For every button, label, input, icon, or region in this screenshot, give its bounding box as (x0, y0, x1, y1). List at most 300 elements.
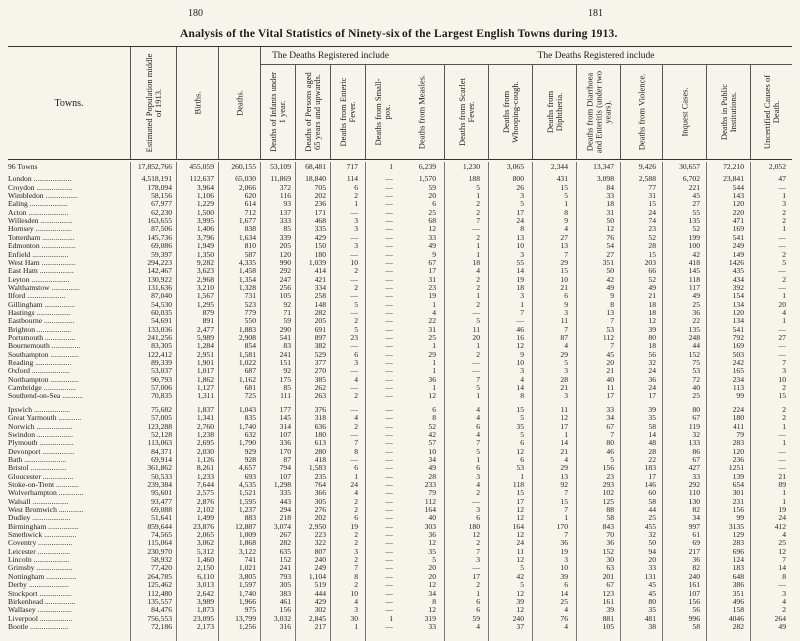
left-cell-5: 171 (314, 207, 326, 217)
left-cell-0: Gillingham ................ (8, 299, 75, 309)
left-cell-4: 105 (279, 291, 291, 301)
left-cell-1: 51,641 (151, 513, 172, 523)
left-cell-2: 5,312 (196, 546, 214, 556)
left-cell-6: 2 (354, 555, 358, 565)
infants-column-header (260, 65, 295, 159)
left-cell-2: 2,642 (196, 588, 214, 598)
right-cell-4: 40 (606, 374, 614, 384)
right-cell-2: 17 (516, 496, 524, 506)
right-cell-2: 39 (516, 596, 524, 606)
right-cell-5: 58 (648, 421, 656, 431)
right-cell-8: 2,052 (768, 162, 786, 171)
right-cell-6: 36 (692, 555, 700, 565)
left-cell-6: 3 (354, 241, 358, 251)
right-cell-6: 292 (688, 479, 700, 489)
right-cell-5: 22 (648, 454, 656, 464)
left-cell-3: 1,256 (238, 621, 256, 631)
left-cell-7: — (385, 496, 393, 506)
right-cell-0: 1 (432, 366, 436, 376)
right-cell-7: 434 (732, 274, 744, 284)
right-cell-5: 17 (648, 391, 656, 401)
left-cell-5: 202 (314, 191, 326, 201)
right-cell-8: 20 (778, 299, 786, 309)
left-cell-5: 519 (314, 580, 326, 590)
left-cell-7: 1 (389, 162, 393, 171)
left-cell-5: 180 (314, 249, 326, 259)
right-cell-0: 4 (432, 307, 436, 317)
left-cell-0: Leyton .................... (8, 274, 70, 284)
left-cell-5: 636 (314, 421, 326, 431)
left-cell-4: 372 (279, 182, 291, 192)
right-cell-0: 29 (428, 349, 436, 359)
left-cell-3: 614 (244, 199, 256, 209)
left-cell-6: 2 (354, 580, 358, 590)
left-cell-3: 725 (244, 391, 256, 401)
uncertified-column-header (750, 65, 792, 159)
right-cell-0: 164 (424, 505, 436, 514)
right-cell-7: 72,210 (723, 162, 744, 171)
right-cell-7: 231 (732, 496, 744, 506)
right-cell-1: 1 (476, 391, 480, 401)
right-cell-4: 13 (606, 307, 614, 317)
right-cell-7: 392 (732, 282, 744, 292)
right-cell-8: 15 (778, 391, 786, 401)
right-cell-2: 19 (516, 274, 524, 284)
right-cell-7: 249 (732, 241, 744, 251)
left-cell-4: 241 (279, 349, 291, 359)
right-cell-2: 12 (516, 530, 524, 540)
left-cell-6: 4 (354, 596, 358, 606)
right-cell-2: 24 (516, 216, 524, 226)
left-cell-0: Southend-on-Sea ........... (8, 391, 84, 401)
left-cell-7: — (385, 174, 393, 184)
left-cell-1: 77,420 (151, 563, 172, 573)
right-cell-0: 8 (432, 596, 436, 606)
right-cell-6: 75 (692, 358, 700, 368)
table-row (400, 622, 792, 632)
right-cell-3: 13 (560, 471, 568, 481)
left-cell-4: 241 (279, 563, 291, 573)
enteric-header-text: Deaths from Enteric Fever. (338, 77, 357, 147)
left-cell-1: 93,477 (151, 496, 172, 506)
left-cell-2: 3,796 (196, 232, 214, 242)
left-cell-1: 58,156 (151, 191, 172, 201)
column-divider (330, 162, 331, 641)
left-cell-2: 3,989 (196, 596, 214, 606)
left-cell-4: 1,298 (273, 479, 291, 489)
births-header-text: Births. (192, 91, 202, 115)
right-cell-7: 282 (732, 621, 744, 631)
left-cell-7: — (385, 341, 393, 351)
left-cell-7: — (385, 199, 393, 209)
right-cell-4: 112 (602, 333, 614, 342)
right-cell-5: 32 (648, 530, 656, 540)
right-cell-0: 5 (432, 555, 436, 565)
left-cell-6: 6 (354, 182, 358, 192)
right-cell-0: 33 (428, 621, 436, 631)
right-cell-7: 541 (732, 324, 744, 334)
left-cell-6: 1 (354, 199, 358, 209)
institutions-column-header (706, 65, 750, 159)
right-cell-4: 30 (606, 555, 614, 565)
right-cell-4: 31 (606, 207, 614, 217)
left-cell-2: 2,065 (196, 530, 214, 540)
right-cell-8: 4 (782, 530, 786, 540)
right-cell-3: 1 (564, 513, 568, 523)
left-cell-7: — (385, 571, 393, 581)
left-cell-7: — (385, 463, 393, 473)
left-cell-5: 421 (314, 274, 326, 284)
right-cell-1: 4 (476, 266, 480, 276)
left-cell-3: 3,122 (238, 546, 256, 556)
right-cell-5: 24 (648, 383, 656, 393)
right-cell-4: 11 (606, 383, 614, 393)
right-cell-3: 7 (564, 324, 568, 334)
right-cell-4: 125 (602, 496, 614, 506)
left-cell-0: Swindon ................... (8, 429, 73, 439)
right-cell-0: 34 (428, 588, 436, 598)
left-cell-7: — (385, 191, 393, 201)
left-cell-2: 2,030 (196, 446, 214, 456)
right-cell-3: 1 (564, 429, 568, 439)
left-cell-4: 107 (279, 471, 291, 481)
right-cell-6: 248 (688, 333, 700, 342)
right-cell-8: 1 (782, 496, 786, 506)
left-cell-3: 4,535 (238, 479, 256, 489)
left-cell-4: 305 (279, 580, 291, 590)
column-divider (444, 162, 445, 641)
right-cell-1: 4 (476, 479, 480, 489)
right-cell-3: 4 (564, 605, 568, 615)
left-cell-7: — (385, 588, 393, 598)
right-cell-2: — (516, 316, 524, 326)
right-cell-0: 20 (428, 563, 436, 573)
right-cell-2: 6 (520, 454, 524, 464)
left-cell-4: 177 (279, 404, 291, 414)
right-cell-0: 6 (432, 404, 436, 414)
left-cell-3: 883 (244, 513, 256, 523)
right-cell-1: 2 (476, 349, 480, 359)
left-cell-2: 1,238 (196, 429, 214, 439)
right-cell-5: 35 (648, 413, 656, 423)
left-cell-4: 156 (279, 605, 291, 615)
right-cell-4: 80 (606, 438, 614, 448)
right-cell-2: 3 (520, 249, 524, 259)
right-cell-7: 99 (736, 391, 744, 401)
left-cell-5: 282 (314, 307, 326, 317)
left-cell-2: 1,106 (196, 191, 214, 201)
right-cell-5: 23 (648, 224, 656, 234)
left-cell-3: 1,328 (238, 282, 256, 292)
left-cell-7: — (385, 241, 393, 251)
left-cell-7: — (385, 282, 393, 292)
right-cell-2: 5 (520, 563, 524, 573)
table-header-right (400, 46, 792, 160)
left-cell-3: 65,030 (235, 174, 256, 184)
infants-header-text: Deaths of Infants under 1 year. (268, 71, 287, 152)
right-cell-3: 170 (556, 521, 568, 531)
left-cell-4: 3,032 (273, 613, 291, 623)
right-cell-0: 1,570 (418, 174, 436, 184)
right-cell-1: — (472, 224, 480, 234)
right-cell-5: 44 (648, 505, 656, 514)
left-cell-5: 366 (314, 488, 326, 498)
table-row (8, 622, 400, 632)
left-cell-1: 69,086 (151, 241, 172, 251)
left-cell-2: 1,233 (196, 471, 214, 481)
right-cell-0: 49 (428, 241, 436, 251)
right-cell-8: 89 (778, 479, 786, 489)
left-cell-3: 1,634 (238, 232, 256, 242)
left-cell-7: — (385, 621, 393, 631)
right-cell-0: 59 (428, 182, 436, 192)
left-cell-5: 270 (314, 366, 326, 376)
right-cell-4: 27 (606, 249, 614, 259)
left-cell-2: 3,995 (196, 216, 214, 226)
left-cell-2: 23,876 (193, 521, 214, 531)
page-title-left: Analysis of the Vital Statistics of Ninety-six (179, 28, 400, 40)
left-cell-6: 2 (354, 191, 358, 201)
right-cell-1: 3 (476, 505, 480, 514)
left-cell-1: 131,636 (147, 282, 172, 292)
right-cell-6: 100 (688, 241, 700, 251)
right-cell-1: 2 (476, 232, 480, 242)
left-cell-6: 6 (354, 463, 358, 473)
right-cell-0: 233 (424, 479, 436, 489)
left-cell-6: — (350, 429, 358, 439)
right-cell-0: 12 (428, 580, 436, 590)
left-cell-4: 218 (279, 513, 291, 523)
left-cell-2: 2,575 (196, 488, 214, 498)
right-cell-7: 23,841 (723, 174, 744, 184)
left-cell-3: 1,237 (238, 505, 256, 514)
right-cell-7: 541 (732, 232, 744, 242)
left-cell-2: 1,460 (196, 555, 214, 565)
right-cell-2: 800 (512, 174, 524, 184)
left-cell-6: 23 (350, 333, 358, 342)
left-cell-0: Great Yarmouth ............ (8, 413, 82, 423)
left-cell-0: Wolverhampton ............. (8, 488, 84, 498)
left-cell-6: 2 (354, 282, 358, 292)
left-cell-6: — (350, 341, 358, 351)
right-cell-6: 55 (692, 207, 700, 217)
left-cell-1: 69,088 (151, 505, 172, 514)
left-cell-6: 10 (350, 257, 358, 267)
left-cell-2: 1,500 (196, 207, 214, 217)
left-cell-4: 11,869 (270, 174, 291, 184)
right-cell-7: 143 (732, 191, 744, 201)
right-cell-1: 4 (476, 404, 480, 414)
uncertified-header-text: Uncertified Causes of Death. (761, 74, 781, 150)
right-cell-0: 42 (428, 429, 436, 439)
left-cell-2: 2,173 (196, 621, 214, 631)
left-cell-0: Walthamstow ............... (8, 282, 80, 292)
left-cell-3: 260,155 (231, 162, 256, 171)
right-cell-4: 70 (606, 530, 614, 540)
left-cell-5: 322 (314, 538, 326, 548)
left-cell-4: 335 (279, 488, 291, 498)
right-cell-4: 102 (602, 488, 614, 498)
right-cell-4: 36 (606, 538, 614, 548)
right-cell-3: 1 (564, 199, 568, 209)
right-cell-6: 996 (688, 613, 700, 623)
right-cell-7: 134 (732, 299, 744, 309)
right-cell-6: 117 (688, 282, 700, 292)
deaths-header-text: Deaths. (234, 90, 244, 116)
right-cell-6: 58 (692, 621, 700, 631)
left-cell-5: 1,039 (308, 257, 326, 267)
right-cell-8: — (778, 182, 786, 192)
right-cell-4: 50 (606, 216, 614, 226)
right-cell-6: 30,657 (679, 162, 700, 171)
right-cell-1: 1 (476, 191, 480, 201)
left-cell-0: Cambridge ................. (8, 383, 76, 393)
right-cell-1: 6 (476, 513, 480, 523)
right-cell-1: 7 (476, 546, 480, 556)
right-cell-8: 1 (782, 488, 786, 498)
right-cell-4: 23 (606, 471, 614, 481)
left-cell-1: 89,339 (151, 358, 172, 368)
left-cell-0: Birkenhead ................ (8, 596, 76, 606)
left-cell-0: Bath ...................... (8, 454, 67, 464)
right-cell-2: 53 (516, 463, 524, 473)
right-cell-6: 32 (692, 429, 700, 439)
right-cell-3: 9 (564, 216, 568, 226)
left-cell-6: 2 (354, 421, 358, 431)
left-cell-0: Bootle .................... (8, 621, 69, 631)
left-cell-5: 807 (314, 546, 326, 556)
right-cell-5: 45 (648, 580, 656, 590)
persons65-column-header (295, 65, 330, 159)
left-cell-4: 336 (279, 438, 291, 448)
right-cell-3: 13 (560, 241, 568, 251)
right-cell-3: 5 (564, 358, 568, 368)
left-cell-3: 928 (244, 454, 256, 464)
left-cell-1: 123,288 (147, 421, 172, 431)
right-cell-7: 149 (732, 249, 744, 259)
right-cell-8: 25 (778, 538, 786, 548)
left-cell-7: — (385, 299, 393, 309)
left-cell-2: 7,644 (196, 479, 214, 489)
left-cell-4: 333 (279, 216, 291, 226)
left-cell-6: 4 (354, 488, 358, 498)
right-cell-1: 17 (472, 571, 480, 581)
right-cell-2: 5 (520, 199, 524, 209)
right-cell-7: 183 (732, 563, 744, 573)
left-cell-2: 3,062 (196, 538, 214, 548)
right-cell-8: — (778, 282, 786, 292)
left-cell-6: 5 (354, 299, 358, 309)
right-cell-5: 20 (648, 555, 656, 565)
left-cell-6: 8 (354, 446, 358, 456)
right-cell-2: 1 (520, 299, 524, 309)
left-cell-4: 116 (279, 191, 291, 201)
left-cell-4: 152 (279, 555, 291, 565)
left-cell-2: 1,350 (196, 249, 214, 259)
right-cell-3: 21 (560, 383, 568, 393)
right-cell-0: 36 (428, 530, 436, 540)
right-cell-8: 2 (782, 249, 786, 259)
left-cell-1: 95,601 (151, 488, 172, 498)
right-cell-1: 180 (468, 521, 480, 531)
right-cell-6: 86 (692, 446, 700, 456)
right-cell-4: 54 (606, 241, 614, 251)
table-header-left (8, 46, 400, 160)
left-cell-0: Leicester ................. (8, 546, 70, 556)
right-cell-2: 118 (512, 479, 524, 489)
left-cell-4: 120 (279, 249, 291, 259)
right-cell-3: 76 (560, 613, 568, 623)
right-cell-2: 18 (516, 282, 524, 292)
left-cell-5: 263 (314, 391, 326, 401)
left-cell-6: — (350, 454, 358, 464)
right-cell-0: 12 (428, 224, 436, 234)
right-cell-2: 15 (516, 488, 524, 498)
left-cell-3: 1,021 (238, 563, 256, 573)
right-cell-1: 188 (468, 174, 480, 184)
right-cell-4: 33 (606, 191, 614, 201)
left-cell-7: — (385, 505, 393, 514)
left-cell-5: 68,481 (305, 162, 326, 171)
right-cell-2: 46 (516, 324, 524, 334)
right-cell-6: 82 (692, 563, 700, 573)
right-cell-1: 1 (476, 249, 480, 259)
right-cell-7: 471 (732, 216, 744, 226)
right-cell-2: 12 (516, 513, 524, 523)
right-cell-5: 36 (648, 374, 656, 384)
left-cell-3: 1,043 (238, 404, 256, 414)
right-cell-3: 3 (564, 555, 568, 565)
left-cell-4: 87 (283, 454, 291, 464)
left-cell-4: 93 (283, 199, 291, 209)
left-cell-6: — (350, 366, 358, 376)
right-cell-7: 3135 (728, 521, 744, 531)
right-cell-5: 45 (648, 588, 656, 598)
left-cell-0: Gloucester ................ (8, 471, 74, 481)
right-cell-1: 4 (476, 429, 480, 439)
left-cell-4: 461 (279, 596, 291, 606)
left-cell-1: 69,914 (151, 454, 172, 464)
left-cell-5: 429 (314, 232, 326, 242)
left-cell-1: 67,977 (151, 199, 172, 209)
right-cell-7: 236 (732, 454, 744, 464)
right-cell-7: 283 (732, 538, 744, 548)
left-cell-7: — (385, 216, 393, 226)
right-cell-4: 88 (606, 505, 614, 514)
right-cell-1: 6 (476, 596, 480, 606)
right-cell-1: 7 (476, 216, 480, 226)
left-cell-4: 339 (279, 232, 291, 242)
right-cell-1: 1 (476, 454, 480, 464)
right-cell-2: 6 (520, 438, 524, 448)
right-cell-2: 5 (520, 413, 524, 423)
left-cell-5: 414 (314, 266, 326, 276)
right-cell-5: 77 (648, 182, 656, 192)
left-cell-4: 175 (279, 374, 291, 384)
left-cell-3: 1,597 (238, 580, 256, 590)
right-cell-5: 183 (644, 463, 656, 473)
right-cell-5: 28 (648, 241, 656, 251)
right-cell-6: 61 (692, 530, 700, 540)
right-cell-6: 135 (688, 216, 700, 226)
left-cell-1: 57,005 (151, 413, 172, 423)
right-cell-2: 8 (520, 224, 524, 234)
right-cell-4: 7 (610, 429, 614, 439)
right-cell-1: — (472, 366, 480, 376)
left-cell-7: — (385, 596, 393, 606)
left-cell-1: 264,785 (147, 571, 172, 581)
left-cell-0: Acton ..................... (8, 207, 69, 217)
